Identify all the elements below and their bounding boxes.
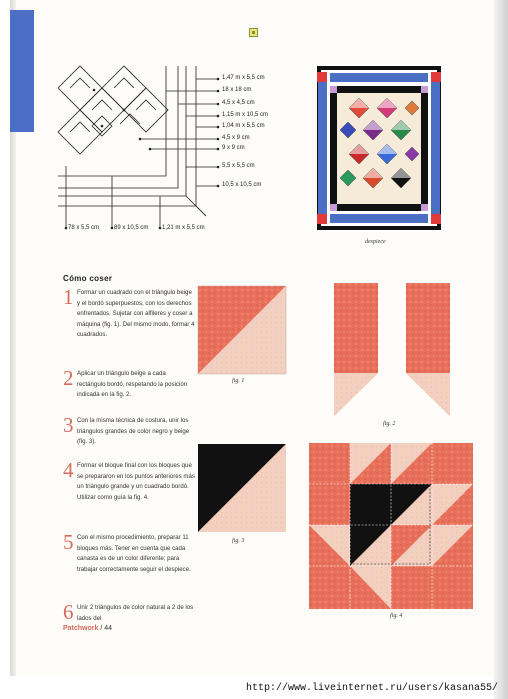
measure-label: 1,04 m x 5,5 cm [222,123,265,129]
measure-label: 4,5 x 9 cm [222,135,250,141]
figure-caption: fig. 1 [232,378,245,384]
measure-label: 89 x 10,5 cm [114,225,149,231]
section-heading: Cómo coser [63,274,113,283]
source-watermark: http://www.liveinternet.ru/users/kasana55/ [246,683,499,694]
step-number: 2 [63,366,74,390]
measure-label: 4,5 x 4,5 cm [222,100,255,106]
figure-1 [198,286,286,374]
measure-label: 5,5 x 5,5 cm [222,163,255,169]
step-number: 5 [63,530,74,554]
step-text: Unir 2 triángulos de color natural a 2 de los lados del [77,604,194,622]
figure-caption: fig. 2 [383,421,396,427]
quilt-caption: despiece [365,239,386,245]
measure-label: 1,15 m x 10,5 cm [222,112,269,118]
step-number: 6 [63,600,74,624]
measure-label: 78 x 5,5 cm [68,225,100,231]
measure-label: 9 x 9 cm [222,145,245,151]
measure-label: 10,5 x 10,5 cm [222,182,262,188]
step-number: 3 [63,413,74,437]
step-text: Formar el bloque final con los bloques que se prepararon en los puntos anteriores más un triángulo grande y un cuadrado bordó. Utilizar como guía la fig. 4. [77,462,195,501]
figure-caption: fig. 4 [390,613,403,619]
step-number: 4 [63,458,74,482]
page-number: / 44 [100,625,113,632]
measure-label: 1,21 m x 5,5 cm [162,225,205,231]
step-text: Formar un cuadrado con el triángulo beige y el bordó superpuestos, con los derechos enfrentados. Sujetar con alfileres y coser a máquina (fig. 1). Del mismo modo, formar 4 cuadrados. [77,289,195,338]
figure-2 [334,283,450,416]
measure-label: 18 x 18 cm [222,87,252,93]
step-number: 1 [63,285,74,309]
step-text: Aplicar un triángulo beige a cada rectángulo bordó, respetando la posición indicada en la fig. 2. [77,370,188,398]
figure-4 [309,443,473,609]
measure-label: 1,47 m x 5,5 cm [222,75,265,81]
step-text: Con la misma técnica de costura, unir los triángulos grandes de color negro y beige (fig. 3). [77,417,190,445]
magazine-name: Patchwork [63,625,99,632]
figure-caption: fig. 3 [232,538,245,544]
step-text: Con el mismo procedimiento, preparar 11 bloques más. Tener en cuenta que cada canasta es de un color diferente; para trabajar correctamente seguir el despiece. [77,534,191,573]
figure-3 [198,444,286,532]
page-footer [63,625,112,632]
